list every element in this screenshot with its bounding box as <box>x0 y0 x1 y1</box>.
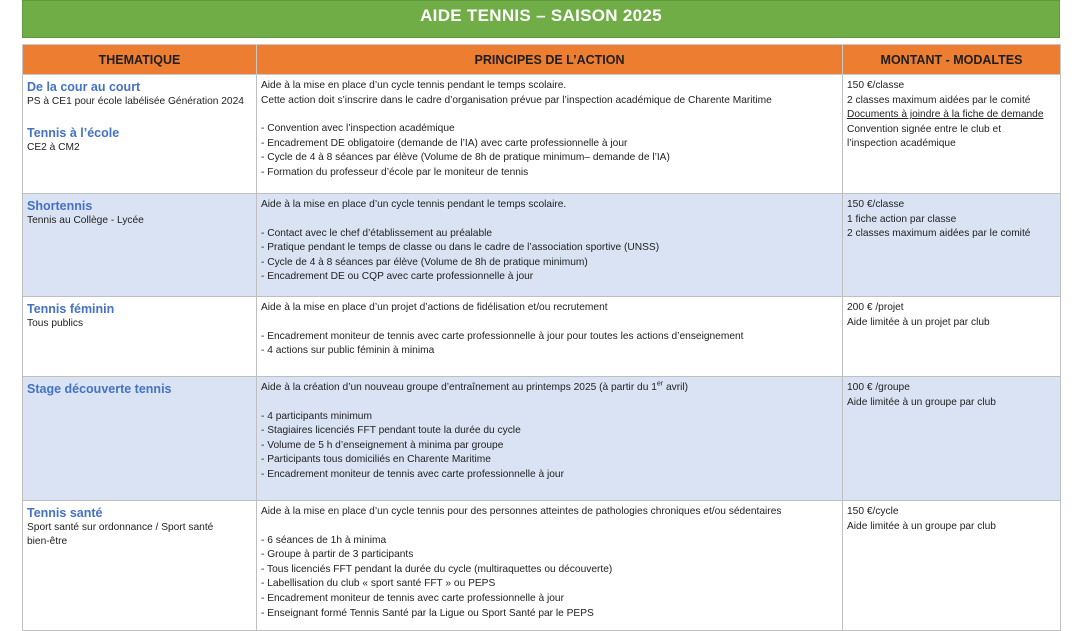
amount-cell <box>843 297 1061 377</box>
amount-cell <box>843 501 1061 631</box>
amount-cell <box>843 75 1061 194</box>
principle-bullet: - 6 séances de 1h à minima <box>261 534 387 546</box>
principle-bullet: - Tous licenciés FFT pendant la durée du cycle (multiraquettes ou découverte) <box>261 563 613 575</box>
theme-subtitle: bien-être <box>27 536 68 547</box>
principles-cell <box>257 75 843 194</box>
theme-subtitle: Tennis au Collège - Lycée <box>27 215 144 226</box>
principle-text: Aide à la mise en place d’un cycle tennis pour des personnes atteintes de pathologies chroniques et/ou sédentaires <box>261 506 782 517</box>
amount-text: 150 €/classe <box>847 199 905 210</box>
theme-cell <box>23 194 257 297</box>
theme-subtitle: CE2 à CM2 <box>27 142 80 153</box>
page-title: AIDE TENNIS – SAISON 2025 <box>22 0 1060 38</box>
principle-bullet: - Contact avec le chef d’établissement au préalable <box>261 227 493 239</box>
aid-table <box>22 44 1061 631</box>
amount-cell <box>843 194 1061 297</box>
theme-cell <box>23 297 257 377</box>
documents-link[interactable]: Documents à joindre à la fiche de demande <box>847 109 1044 121</box>
header-principes: PRINCIPES DE L’ACTION <box>257 45 843 75</box>
theme-cell <box>23 377 257 501</box>
principle-text: Aide à la mise en place d’un cycle tennis pendant le temps scolaire. <box>261 199 567 210</box>
principle-bullet: - Encadrement moniteur de tennis avec carte professionnelle à jour <box>261 592 564 604</box>
theme-subtitle: Sport santé sur ordonnance / Sport santé <box>27 522 214 533</box>
principle-bullet: - 4 actions sur public féminin à minima <box>261 345 435 357</box>
table-row <box>23 501 1061 631</box>
principle-bullet: - Pratique pendant le temps de classe ou dans le cadre de l’association sportive (UNSS) <box>261 242 660 254</box>
amount-text: 1 fiche action par classe <box>847 213 957 225</box>
document <box>22 0 1060 631</box>
theme-subtitle: Tous publics <box>27 318 84 329</box>
principle-bullet: - Stagiaires licenciés FFT pendant toute la durée du cycle <box>261 425 521 437</box>
principle-text: Aide à la création d’un nouveau groupe d’entraînement au printemps 2025 (à partir du 1er avril) <box>261 380 689 393</box>
principle-bullet: - Participants tous domiciliés en Charente Maritime <box>261 454 491 466</box>
principle-text: Cette action doit s’inscrire dans le cadre d’organisation prévue par l’inspection académique de Charente Maritime <box>261 94 772 106</box>
amount-text: Aide limitée à un projet par club <box>847 316 990 328</box>
principle-bullet: - Encadrement DE obligatoire (demande de l’IA) avec carte professionnelle à jour <box>261 137 628 149</box>
header-thematique: THEMATIQUE <box>23 45 257 75</box>
theme-title: Tennis féminin <box>27 302 115 316</box>
theme-title: Tennis à l’école <box>27 126 120 140</box>
header-montant: MONTANT - MODALTES <box>843 45 1061 75</box>
principles-cell <box>257 377 843 501</box>
amount-text: 2 classes maximum aidées par le comité <box>847 228 1031 240</box>
theme-cell <box>23 501 257 631</box>
principle-bullet: - Convention avec l’inspection académique <box>261 123 455 135</box>
principle-text: Aide à la mise en place d’un cycle tennis pendant le temps scolaire. <box>261 80 567 91</box>
amount-cell <box>843 377 1061 501</box>
amount-text: Convention signée entre le club et <box>847 123 1002 135</box>
principle-text: Aide à la mise en place d’un projet d’actions de fidélisation et/ou recrutement <box>261 302 608 313</box>
principle-bullet: - Formation du professeur d’école par le moniteur de tennis <box>261 166 529 178</box>
amount-text: 150 €/classe <box>847 80 905 91</box>
principle-bullet: - Cycle de 4 à 8 séances par élève (Volume de 8h de pratique minimum) <box>261 256 588 268</box>
principle-bullet: - Enseignant formé Tennis Santé par la Ligue ou Sport Santé par le PEPS <box>261 607 594 619</box>
amount-text: 100 € /groupe <box>847 382 910 393</box>
theme-cell <box>23 75 257 194</box>
amount-text: Aide limitée à un groupe par club <box>847 520 996 532</box>
theme-subtitle: PS à CE1 pour école labélisée Génération 2024 <box>27 96 244 107</box>
principle-bullet: - Encadrement moniteur de tennis avec carte professionnelle à jour <box>261 468 564 480</box>
header-row <box>23 45 1061 75</box>
amount-text: 2 classes maximum aidées par le comité <box>847 94 1031 106</box>
amount-text: 200 € /projet <box>847 302 904 313</box>
table-row <box>23 194 1061 297</box>
table-row <box>23 377 1061 501</box>
principles-cell <box>257 501 843 631</box>
theme-title: Stage découverte tennis <box>27 382 172 396</box>
principle-bullet: - 4 participants minimum <box>261 410 372 422</box>
table-row <box>23 297 1061 377</box>
theme-title: Shortennis <box>27 199 93 213</box>
amount-text: Aide limitée à un groupe par club <box>847 396 996 408</box>
principles-cell <box>257 194 843 297</box>
amount-text: 150 €/cycle <box>847 506 899 517</box>
principle-bullet: - Groupe à partir de 3 participants <box>261 549 414 561</box>
principle-bullet: - Volume de 5 h d’enseignement à minima par groupe <box>261 439 504 451</box>
amount-text: l’inspection académique <box>847 138 956 150</box>
principles-cell <box>257 297 843 377</box>
principle-bullet: - Labellisation du club « sport santé FFT » ou PEPS <box>261 578 496 590</box>
table-row <box>23 75 1061 194</box>
principle-bullet: - Encadrement moniteur de tennis avec carte professionnelle à jour pour toutes les actions d’enseignement <box>261 330 744 342</box>
theme-title: De la cour au court <box>27 80 141 94</box>
theme-title: Tennis santé <box>27 506 103 520</box>
principle-bullet: - Encadrement DE ou CQP avec carte professionnelle à jour <box>261 271 534 283</box>
principle-bullet: - Cycle de 4 à 8 séances par élève (Volume de 8h de pratique minimum– demande de l’IA) <box>261 152 670 164</box>
